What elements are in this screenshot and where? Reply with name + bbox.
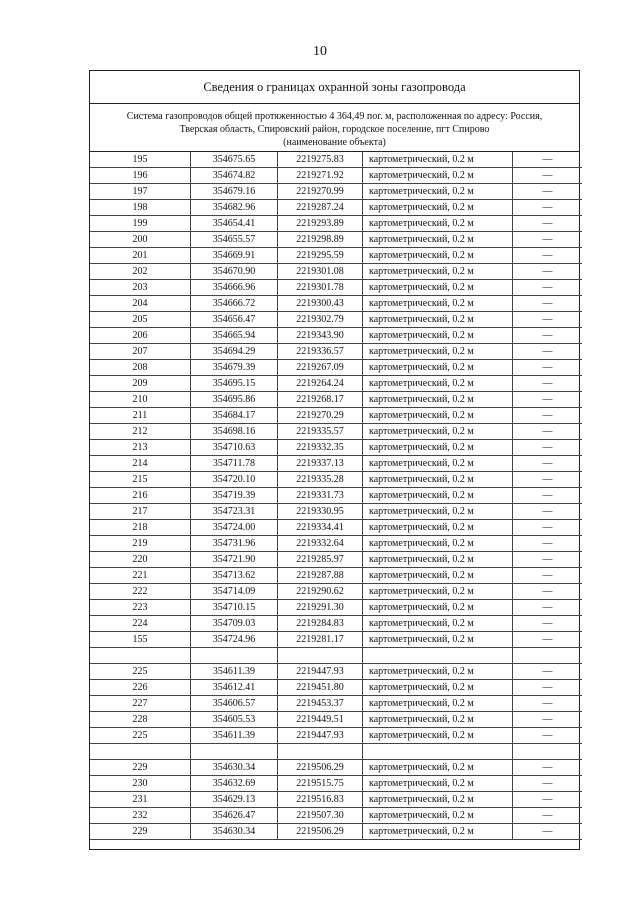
point-number-cell: 219 xyxy=(90,536,191,552)
table-row xyxy=(90,392,582,408)
table-row xyxy=(90,184,582,200)
dash-cell: — xyxy=(513,552,583,568)
y-coordinate-cell xyxy=(278,648,363,664)
point-number-cell: 225 xyxy=(90,664,191,680)
method-cell: картометрический, 0.2 м xyxy=(363,504,513,520)
description-caption: (наименование объекта) xyxy=(283,137,386,148)
x-coordinate-cell: 354684.17 xyxy=(191,408,278,424)
table-row xyxy=(90,600,582,616)
y-coordinate-cell: 2219337.13 xyxy=(278,456,363,472)
method-cell: картометрический, 0.2 м xyxy=(363,392,513,408)
method-cell: картометрический, 0.2 м xyxy=(363,696,513,712)
x-coordinate-cell: 354630.34 xyxy=(191,760,278,776)
method-cell: картометрический, 0.2 м xyxy=(363,808,513,824)
table-row xyxy=(90,312,582,328)
dash-cell xyxy=(513,648,583,664)
point-number-cell: 230 xyxy=(90,776,191,792)
x-coordinate-cell: 354721.90 xyxy=(191,552,278,568)
table-row xyxy=(90,680,582,696)
dash-cell: — xyxy=(513,360,583,376)
method-cell: картометрический, 0.2 м xyxy=(363,376,513,392)
method-cell: картометрический, 0.2 м xyxy=(363,232,513,248)
method-cell: картометрический, 0.2 м xyxy=(363,760,513,776)
method-cell: картометрический, 0.2 м xyxy=(363,776,513,792)
table-row xyxy=(90,664,582,680)
y-coordinate-cell: 2219291.30 xyxy=(278,600,363,616)
dash-cell: — xyxy=(513,600,583,616)
x-coordinate-cell: 354665.94 xyxy=(191,328,278,344)
table-row xyxy=(90,296,582,312)
dash-cell: — xyxy=(513,344,583,360)
method-cell: картометрический, 0.2 м xyxy=(363,168,513,184)
point-number-cell: 200 xyxy=(90,232,191,248)
method-cell: картометрический, 0.2 м xyxy=(363,280,513,296)
dash-cell: — xyxy=(513,328,583,344)
table-row xyxy=(90,280,582,296)
point-number-cell: 206 xyxy=(90,328,191,344)
y-coordinate-cell: 2219284.83 xyxy=(278,616,363,632)
method-cell: картометрический, 0.2 м xyxy=(363,728,513,744)
table-row xyxy=(90,456,582,472)
x-coordinate-cell: 354695.15 xyxy=(191,376,278,392)
point-number-cell: 205 xyxy=(90,312,191,328)
y-coordinate-cell: 2219451.80 xyxy=(278,680,363,696)
y-coordinate-cell: 2219343.90 xyxy=(278,328,363,344)
x-coordinate-cell: 354711.78 xyxy=(191,456,278,472)
x-coordinate-cell: 354710.63 xyxy=(191,440,278,456)
point-number-cell: 155 xyxy=(90,632,191,648)
method-cell: картометрический, 0.2 м xyxy=(363,536,513,552)
x-coordinate-cell: 354669.91 xyxy=(191,248,278,264)
method-cell xyxy=(363,648,513,664)
method-cell: картометрический, 0.2 м xyxy=(363,200,513,216)
x-coordinate-cell: 354698.16 xyxy=(191,424,278,440)
x-coordinate-cell: 354714.09 xyxy=(191,584,278,600)
dash-cell: — xyxy=(513,696,583,712)
table-row xyxy=(90,440,582,456)
x-coordinate-cell: 354655.57 xyxy=(191,232,278,248)
point-number-cell: 201 xyxy=(90,248,191,264)
dash-cell: — xyxy=(513,536,583,552)
boundary-table-frame xyxy=(89,70,580,850)
dash-cell: — xyxy=(513,168,583,184)
point-number-cell: 216 xyxy=(90,488,191,504)
dash-cell: — xyxy=(513,216,583,232)
point-number-cell: 197 xyxy=(90,184,191,200)
table-row xyxy=(90,792,582,808)
table-row xyxy=(90,152,582,168)
y-coordinate-cell: 2219332.64 xyxy=(278,536,363,552)
x-coordinate-cell: 354724.00 xyxy=(191,520,278,536)
method-cell: картометрический, 0.2 м xyxy=(363,344,513,360)
dash-cell: — xyxy=(513,824,583,840)
dash-cell: — xyxy=(513,184,583,200)
x-coordinate-cell: 354670.90 xyxy=(191,264,278,280)
table-row xyxy=(90,472,582,488)
method-cell: картометрический, 0.2 м xyxy=(363,424,513,440)
method-cell: картометрический, 0.2 м xyxy=(363,600,513,616)
dash-cell: — xyxy=(513,248,583,264)
y-coordinate-cell: 2219334.41 xyxy=(278,520,363,536)
point-number-cell: 231 xyxy=(90,792,191,808)
point-number-cell xyxy=(90,744,191,760)
y-coordinate-cell: 2219335.28 xyxy=(278,472,363,488)
table-row xyxy=(90,568,582,584)
table-row xyxy=(90,536,582,552)
point-number-cell: 215 xyxy=(90,472,191,488)
y-coordinate-cell: 2219453.37 xyxy=(278,696,363,712)
y-coordinate-cell: 2219275.83 xyxy=(278,152,363,168)
table-row xyxy=(90,504,582,520)
y-coordinate-cell: 2219300.43 xyxy=(278,296,363,312)
table-row xyxy=(90,360,582,376)
dash-cell: — xyxy=(513,664,583,680)
y-coordinate-cell: 2219290.62 xyxy=(278,584,363,600)
table-row xyxy=(90,216,582,232)
y-coordinate-cell: 2219331.73 xyxy=(278,488,363,504)
method-cell: картометрический, 0.2 м xyxy=(363,152,513,168)
method-cell: картометрический, 0.2 м xyxy=(363,680,513,696)
point-number-cell: 217 xyxy=(90,504,191,520)
method-cell: картометрический, 0.2 м xyxy=(363,408,513,424)
method-cell: картометрический, 0.2 м xyxy=(363,616,513,632)
method-cell: картометрический, 0.2 м xyxy=(363,184,513,200)
method-cell: картометрический, 0.2 м xyxy=(363,520,513,536)
method-cell: картометрический, 0.2 м xyxy=(363,328,513,344)
table-row xyxy=(90,408,582,424)
y-coordinate-cell: 2219506.29 xyxy=(278,760,363,776)
dash-cell: — xyxy=(513,568,583,584)
dash-cell xyxy=(513,744,583,760)
table-row xyxy=(90,520,582,536)
x-coordinate-cell: 354630.34 xyxy=(191,824,278,840)
table-row xyxy=(90,552,582,568)
table-row xyxy=(90,648,582,664)
point-number-cell: 229 xyxy=(90,760,191,776)
y-coordinate-cell: 2219506.29 xyxy=(278,824,363,840)
x-coordinate-cell: 354694.29 xyxy=(191,344,278,360)
dash-cell: — xyxy=(513,200,583,216)
point-number-cell: 221 xyxy=(90,568,191,584)
y-coordinate-cell: 2219332.35 xyxy=(278,440,363,456)
point-number-cell: 213 xyxy=(90,440,191,456)
x-coordinate-cell xyxy=(191,648,278,664)
point-number-cell: 202 xyxy=(90,264,191,280)
table-row xyxy=(90,776,582,792)
point-number-cell: 212 xyxy=(90,424,191,440)
x-coordinate-cell: 354723.31 xyxy=(191,504,278,520)
table-row xyxy=(90,632,582,648)
point-number-cell: 198 xyxy=(90,200,191,216)
dash-cell: — xyxy=(513,472,583,488)
method-cell: картометрический, 0.2 м xyxy=(363,216,513,232)
x-coordinate-cell: 354713.62 xyxy=(191,568,278,584)
table-row xyxy=(90,168,582,184)
point-number-cell: 225 xyxy=(90,728,191,744)
x-coordinate-cell: 354679.39 xyxy=(191,360,278,376)
x-coordinate-cell: 354675.65 xyxy=(191,152,278,168)
y-coordinate-cell xyxy=(278,744,363,760)
coordinates-table-body xyxy=(90,152,582,840)
y-coordinate-cell: 2219281.17 xyxy=(278,632,363,648)
x-coordinate-cell: 354682.96 xyxy=(191,200,278,216)
x-coordinate-cell: 354719.39 xyxy=(191,488,278,504)
point-number-cell: 203 xyxy=(90,280,191,296)
y-coordinate-cell: 2219295.59 xyxy=(278,248,363,264)
point-number-cell: 214 xyxy=(90,456,191,472)
y-coordinate-cell: 2219298.89 xyxy=(278,232,363,248)
dash-cell: — xyxy=(513,712,583,728)
y-coordinate-cell: 2219270.29 xyxy=(278,408,363,424)
point-number-cell: 196 xyxy=(90,168,191,184)
table-row xyxy=(90,584,582,600)
dash-cell: — xyxy=(513,792,583,808)
x-coordinate-cell: 354656.47 xyxy=(191,312,278,328)
dash-cell: — xyxy=(513,632,583,648)
table-row xyxy=(90,344,582,360)
y-coordinate-cell: 2219287.24 xyxy=(278,200,363,216)
y-coordinate-cell: 2219287.88 xyxy=(278,568,363,584)
method-cell: картометрический, 0.2 м xyxy=(363,296,513,312)
method-cell: картометрический, 0.2 м xyxy=(363,568,513,584)
dash-cell: — xyxy=(513,504,583,520)
table-row xyxy=(90,712,582,728)
point-number-cell: 209 xyxy=(90,376,191,392)
x-coordinate-cell: 354611.39 xyxy=(191,728,278,744)
point-number-cell: 199 xyxy=(90,216,191,232)
dash-cell: — xyxy=(513,488,583,504)
x-coordinate-cell: 354674.82 xyxy=(191,168,278,184)
x-coordinate-cell: 354724.96 xyxy=(191,632,278,648)
dash-cell: — xyxy=(513,680,583,696)
point-number-cell: 207 xyxy=(90,344,191,360)
table-row xyxy=(90,824,582,840)
point-number-cell: 208 xyxy=(90,360,191,376)
y-coordinate-cell: 2219330.95 xyxy=(278,504,363,520)
point-number-cell: 223 xyxy=(90,600,191,616)
point-number-cell: 229 xyxy=(90,824,191,840)
y-coordinate-cell: 2219268.17 xyxy=(278,392,363,408)
x-coordinate-cell: 354629.13 xyxy=(191,792,278,808)
y-coordinate-cell: 2219335.57 xyxy=(278,424,363,440)
dash-cell: — xyxy=(513,776,583,792)
table-row xyxy=(90,744,582,760)
table-row xyxy=(90,616,582,632)
point-number-cell: 195 xyxy=(90,152,191,168)
method-cell: картометрический, 0.2 м xyxy=(363,712,513,728)
y-coordinate-cell: 2219449.51 xyxy=(278,712,363,728)
x-coordinate-cell: 354626.47 xyxy=(191,808,278,824)
method-cell: картометрический, 0.2 м xyxy=(363,552,513,568)
table-row xyxy=(90,248,582,264)
y-coordinate-cell: 2219285.97 xyxy=(278,552,363,568)
table-row xyxy=(90,488,582,504)
x-coordinate-cell: 354720.10 xyxy=(191,472,278,488)
method-cell: картометрический, 0.2 м xyxy=(363,488,513,504)
table-row xyxy=(90,376,582,392)
point-number-cell: 228 xyxy=(90,712,191,728)
y-coordinate-cell: 2219270.99 xyxy=(278,184,363,200)
point-number-cell: 218 xyxy=(90,520,191,536)
x-coordinate-cell: 354695.86 xyxy=(191,392,278,408)
dash-cell: — xyxy=(513,232,583,248)
y-coordinate-cell: 2219515.75 xyxy=(278,776,363,792)
point-number-cell xyxy=(90,648,191,664)
table-row xyxy=(90,328,582,344)
table-row xyxy=(90,728,582,744)
coordinates-table xyxy=(90,152,582,840)
x-coordinate-cell: 354709.03 xyxy=(191,616,278,632)
point-number-cell: 210 xyxy=(90,392,191,408)
dash-cell: — xyxy=(513,728,583,744)
point-number-cell: 220 xyxy=(90,552,191,568)
description-line-2: Тверская область, Спировский район, городское поселение, пгт Спирово xyxy=(179,124,490,135)
method-cell xyxy=(363,744,513,760)
point-number-cell: 222 xyxy=(90,584,191,600)
x-coordinate-cell: 354666.72 xyxy=(191,296,278,312)
x-coordinate-cell: 354611.39 xyxy=(191,664,278,680)
dash-cell: — xyxy=(513,296,583,312)
y-coordinate-cell: 2219302.79 xyxy=(278,312,363,328)
method-cell: картометрический, 0.2 м xyxy=(363,824,513,840)
dash-cell: — xyxy=(513,152,583,168)
dash-cell: — xyxy=(513,584,583,600)
page-number: 10 xyxy=(313,44,327,59)
method-cell: картометрический, 0.2 м xyxy=(363,472,513,488)
y-coordinate-cell: 2219293.89 xyxy=(278,216,363,232)
x-coordinate-cell: 354731.96 xyxy=(191,536,278,552)
point-number-cell: 226 xyxy=(90,680,191,696)
method-cell: картометрический, 0.2 м xyxy=(363,584,513,600)
dash-cell: — xyxy=(513,760,583,776)
method-cell: картометрический, 0.2 м xyxy=(363,792,513,808)
table-row xyxy=(90,264,582,280)
dash-cell: — xyxy=(513,440,583,456)
y-coordinate-cell: 2219267.09 xyxy=(278,360,363,376)
description-line-1: Система газопроводов общей протяженностью 4 364,49 пог. м, расположенная по адресу: Россия, xyxy=(126,111,543,122)
point-number-cell: 211 xyxy=(90,408,191,424)
method-cell: картометрический, 0.2 м xyxy=(363,312,513,328)
dash-cell: — xyxy=(513,312,583,328)
method-cell: картометрический, 0.2 м xyxy=(363,456,513,472)
object-description xyxy=(90,104,579,152)
method-cell: картометрический, 0.2 м xyxy=(363,264,513,280)
y-coordinate-cell: 2219264.24 xyxy=(278,376,363,392)
x-coordinate-cell xyxy=(191,744,278,760)
x-coordinate-cell: 354654.41 xyxy=(191,216,278,232)
y-coordinate-cell: 2219336.57 xyxy=(278,344,363,360)
method-cell: картометрический, 0.2 м xyxy=(363,440,513,456)
dash-cell: — xyxy=(513,456,583,472)
point-number-cell: 232 xyxy=(90,808,191,824)
dash-cell: — xyxy=(513,424,583,440)
table-row xyxy=(90,696,582,712)
dash-cell: — xyxy=(513,616,583,632)
dash-cell: — xyxy=(513,392,583,408)
x-coordinate-cell: 354605.53 xyxy=(191,712,278,728)
x-coordinate-cell: 354612.41 xyxy=(191,680,278,696)
dash-cell: — xyxy=(513,408,583,424)
y-coordinate-cell: 2219271.92 xyxy=(278,168,363,184)
point-number-cell: 224 xyxy=(90,616,191,632)
method-cell: картометрический, 0.2 м xyxy=(363,632,513,648)
x-coordinate-cell: 354666.96 xyxy=(191,280,278,296)
dash-cell: — xyxy=(513,280,583,296)
y-coordinate-cell: 2219301.78 xyxy=(278,280,363,296)
method-cell: картометрический, 0.2 м xyxy=(363,360,513,376)
dash-cell: — xyxy=(513,808,583,824)
table-title: Сведения о границах охранной зоны газопровода xyxy=(90,71,579,104)
dash-cell: — xyxy=(513,376,583,392)
x-coordinate-cell: 354710.15 xyxy=(191,600,278,616)
point-number-cell: 204 xyxy=(90,296,191,312)
y-coordinate-cell: 2219516.83 xyxy=(278,792,363,808)
x-coordinate-cell: 354632.69 xyxy=(191,776,278,792)
table-row xyxy=(90,424,582,440)
table-row xyxy=(90,200,582,216)
dash-cell: — xyxy=(513,520,583,536)
table-row xyxy=(90,808,582,824)
method-cell: картометрический, 0.2 м xyxy=(363,248,513,264)
y-coordinate-cell: 2219301.08 xyxy=(278,264,363,280)
dash-cell: — xyxy=(513,264,583,280)
method-cell: картометрический, 0.2 м xyxy=(363,664,513,680)
x-coordinate-cell: 354606.57 xyxy=(191,696,278,712)
table-row xyxy=(90,232,582,248)
y-coordinate-cell: 2219507.30 xyxy=(278,808,363,824)
y-coordinate-cell: 2219447.93 xyxy=(278,664,363,680)
y-coordinate-cell: 2219447.93 xyxy=(278,728,363,744)
table-row xyxy=(90,760,582,776)
x-coordinate-cell: 354679.16 xyxy=(191,184,278,200)
point-number-cell: 227 xyxy=(90,696,191,712)
